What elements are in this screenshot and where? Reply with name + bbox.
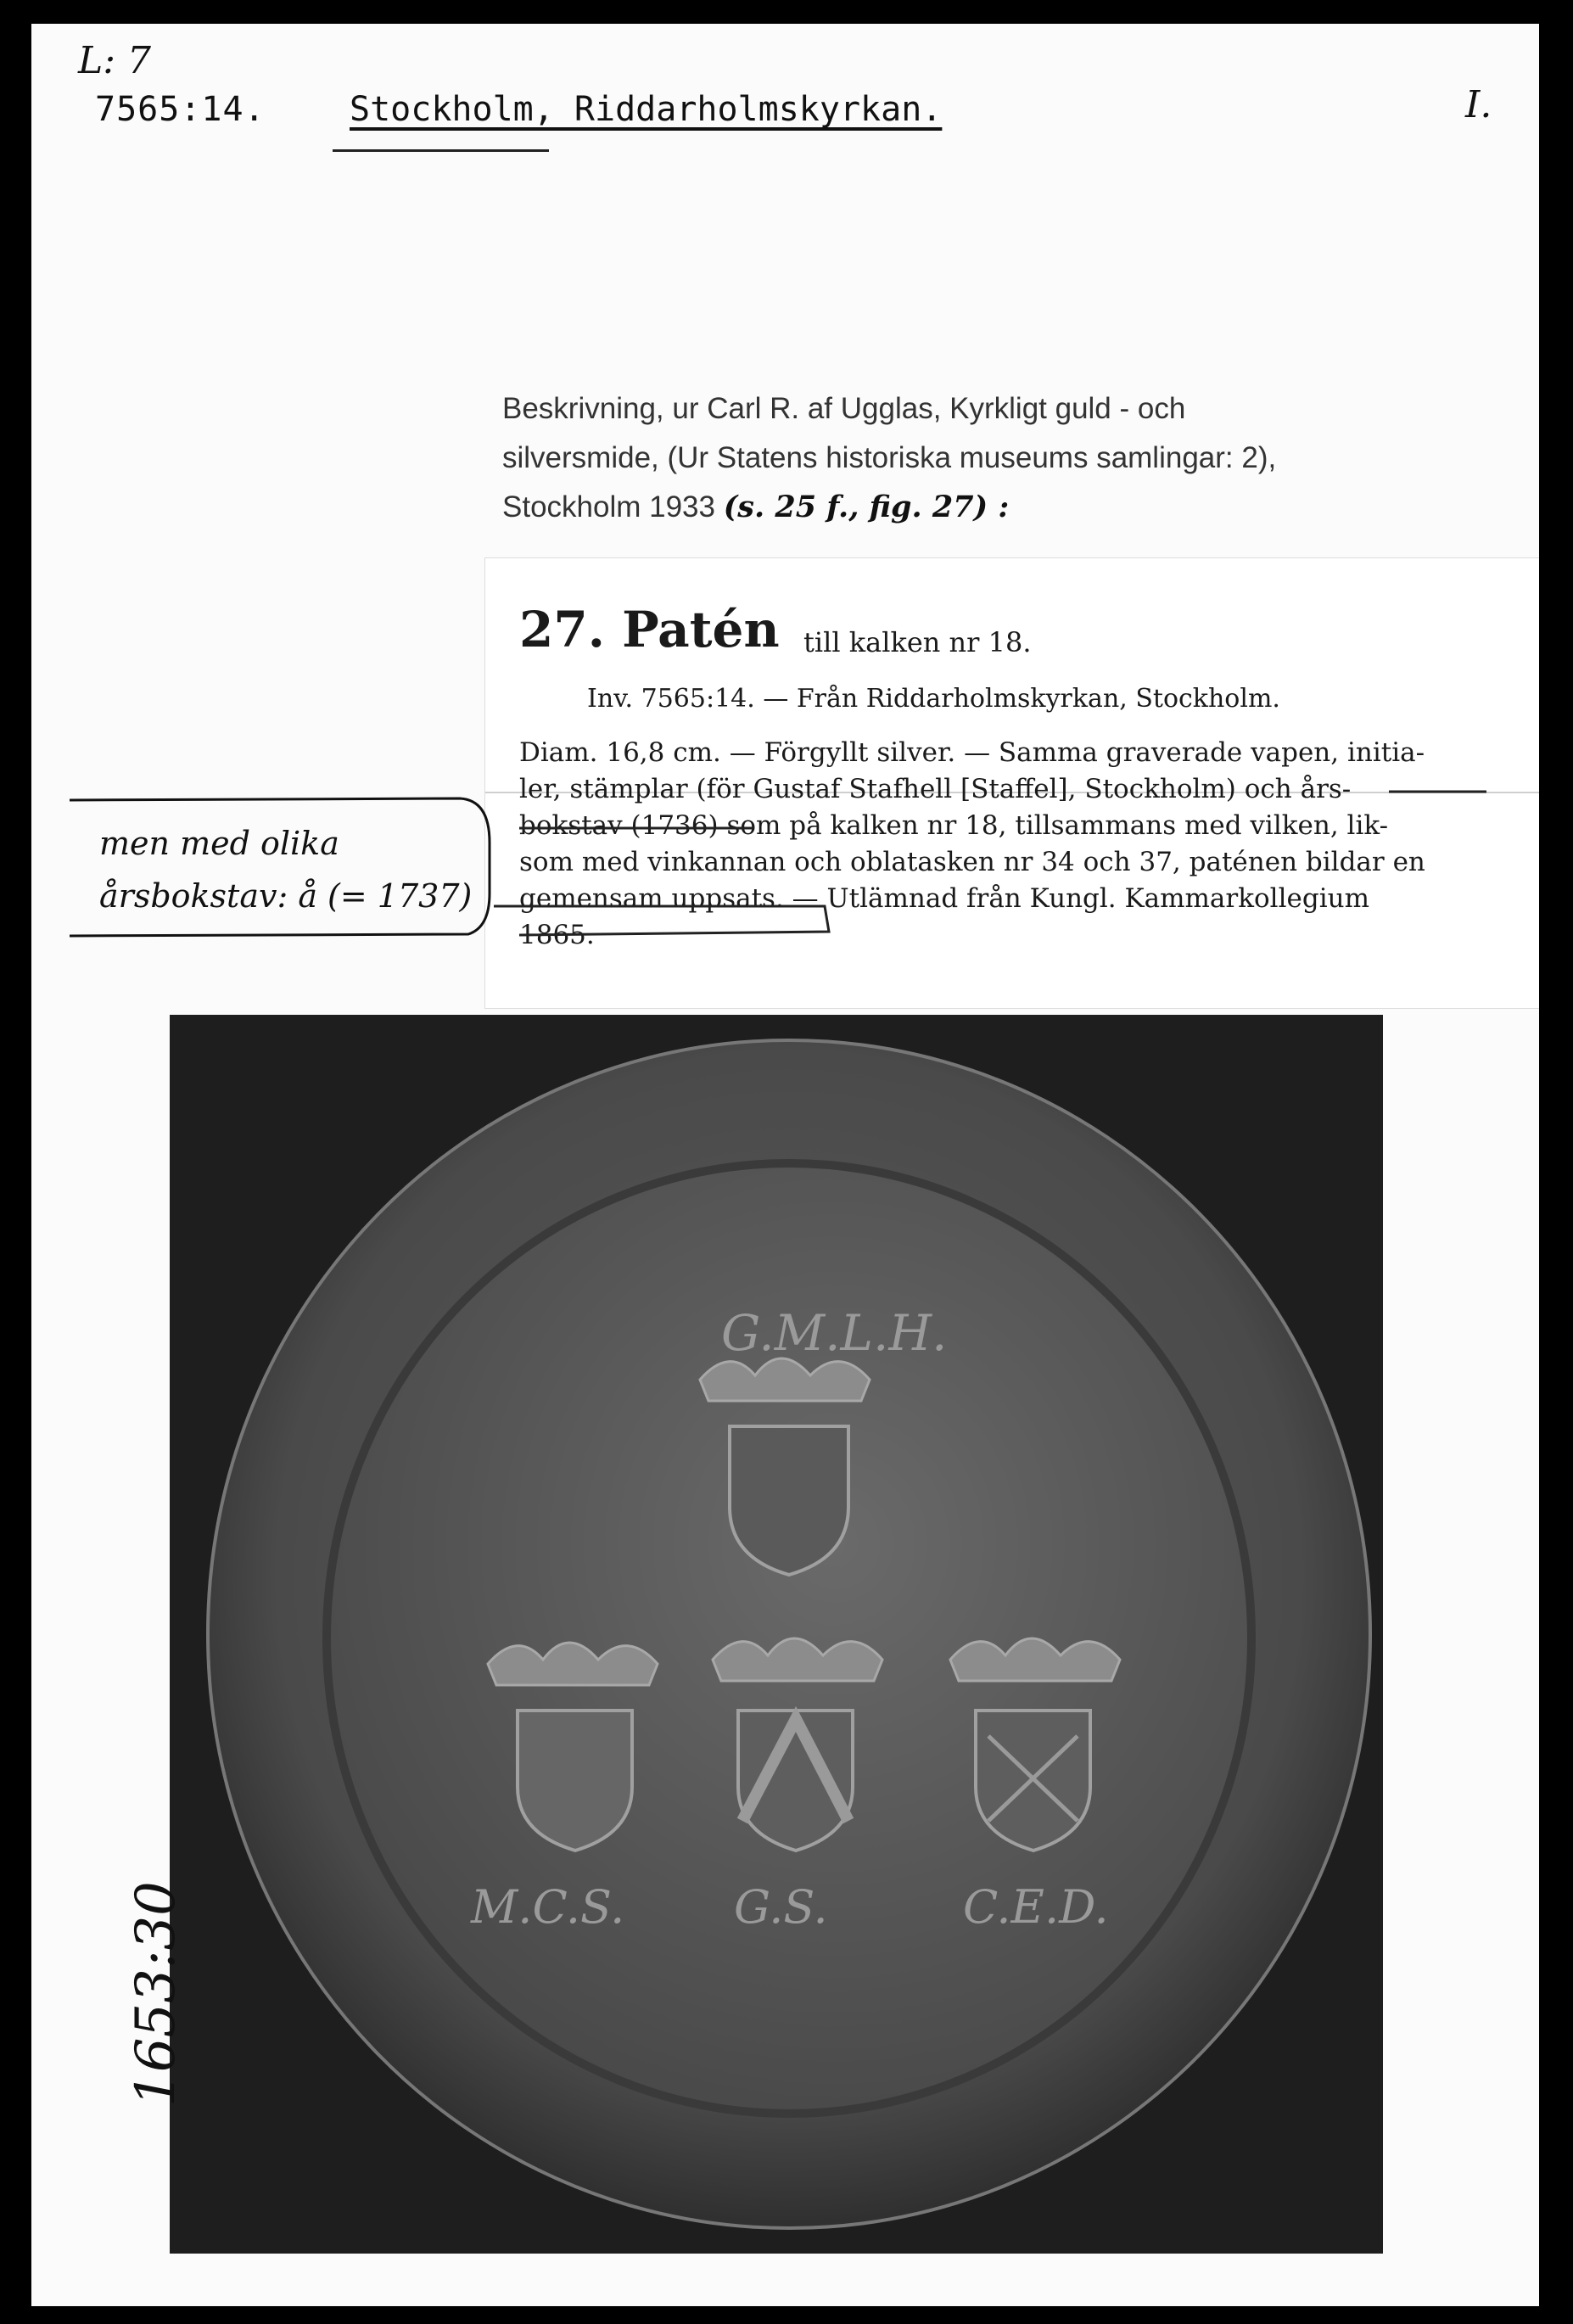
- insertion-bracket: [494, 906, 829, 935]
- entry-body-line: ler, stämplar (för Gustaf Stafhell [Staffel], Stockholm) och års-: [519, 774, 1352, 804]
- catalog-card: [31, 24, 1539, 2306]
- entry-body-line: gemensam uppsats. — Utlämnad från Kungl. Kammarkollegium: [519, 883, 1369, 914]
- engraved-initials-right: C.E.D.: [963, 1880, 1109, 1934]
- entry-body-line: bokstav (1736) som på kalken nr 18, tillsammans med vilken, lik-: [519, 810, 1389, 841]
- entry-body-line: Diam. 16,8 cm. — Förgyllt silver. — Samma graverade vapen, initia-: [519, 737, 1425, 768]
- engraved-initials-middle: G.S.: [734, 1880, 828, 1934]
- entry-number: 27.: [519, 601, 605, 658]
- engraved-initials-top: G.M.L.H.: [721, 1304, 948, 1362]
- entry-body-line: 1865.: [519, 920, 595, 950]
- entry-subtitle: till kalken nr 18.: [803, 626, 1032, 658]
- paten-photograph: [170, 1015, 1383, 2254]
- location-title: Stockholm, Riddarholmskyrkan.: [350, 90, 943, 129]
- margin-note-line-1: men med olika: [99, 825, 339, 862]
- sheet-number: I.: [1465, 83, 1492, 126]
- entry-inventory: Inv. 7565:14. — Från Riddarholmskyrkan, Stockholm.: [587, 684, 1280, 714]
- source-line-3-prefix: Stockholm 1933: [502, 490, 715, 524]
- entry-title: Patén: [622, 601, 780, 658]
- margin-note: [99, 817, 472, 922]
- corner-mark: L: 7: [78, 39, 152, 82]
- source-line-1: Beskrivning, ur Carl R. af Ugglas, Kyrkligt guld - och: [502, 392, 1186, 425]
- paten-image: [170, 1015, 1383, 2254]
- source-line-2: silversmide, (Ur Statens historiska museums samlingar: 2),: [502, 441, 1277, 474]
- shelf-mark: 1653:30: [125, 1881, 188, 2107]
- page-reference: (s. 25 f., fig. 27) :: [723, 490, 1010, 524]
- margin-note-line-2: årsbokstav: å (= 1737): [99, 877, 473, 915]
- catalog-number: 7565:14.: [95, 90, 266, 129]
- entry-body-line: som med vinkannan och oblatasken nr 34 och 37, paténen bildar en: [519, 847, 1425, 877]
- engraved-initials-left: M.C.S.: [471, 1880, 625, 1934]
